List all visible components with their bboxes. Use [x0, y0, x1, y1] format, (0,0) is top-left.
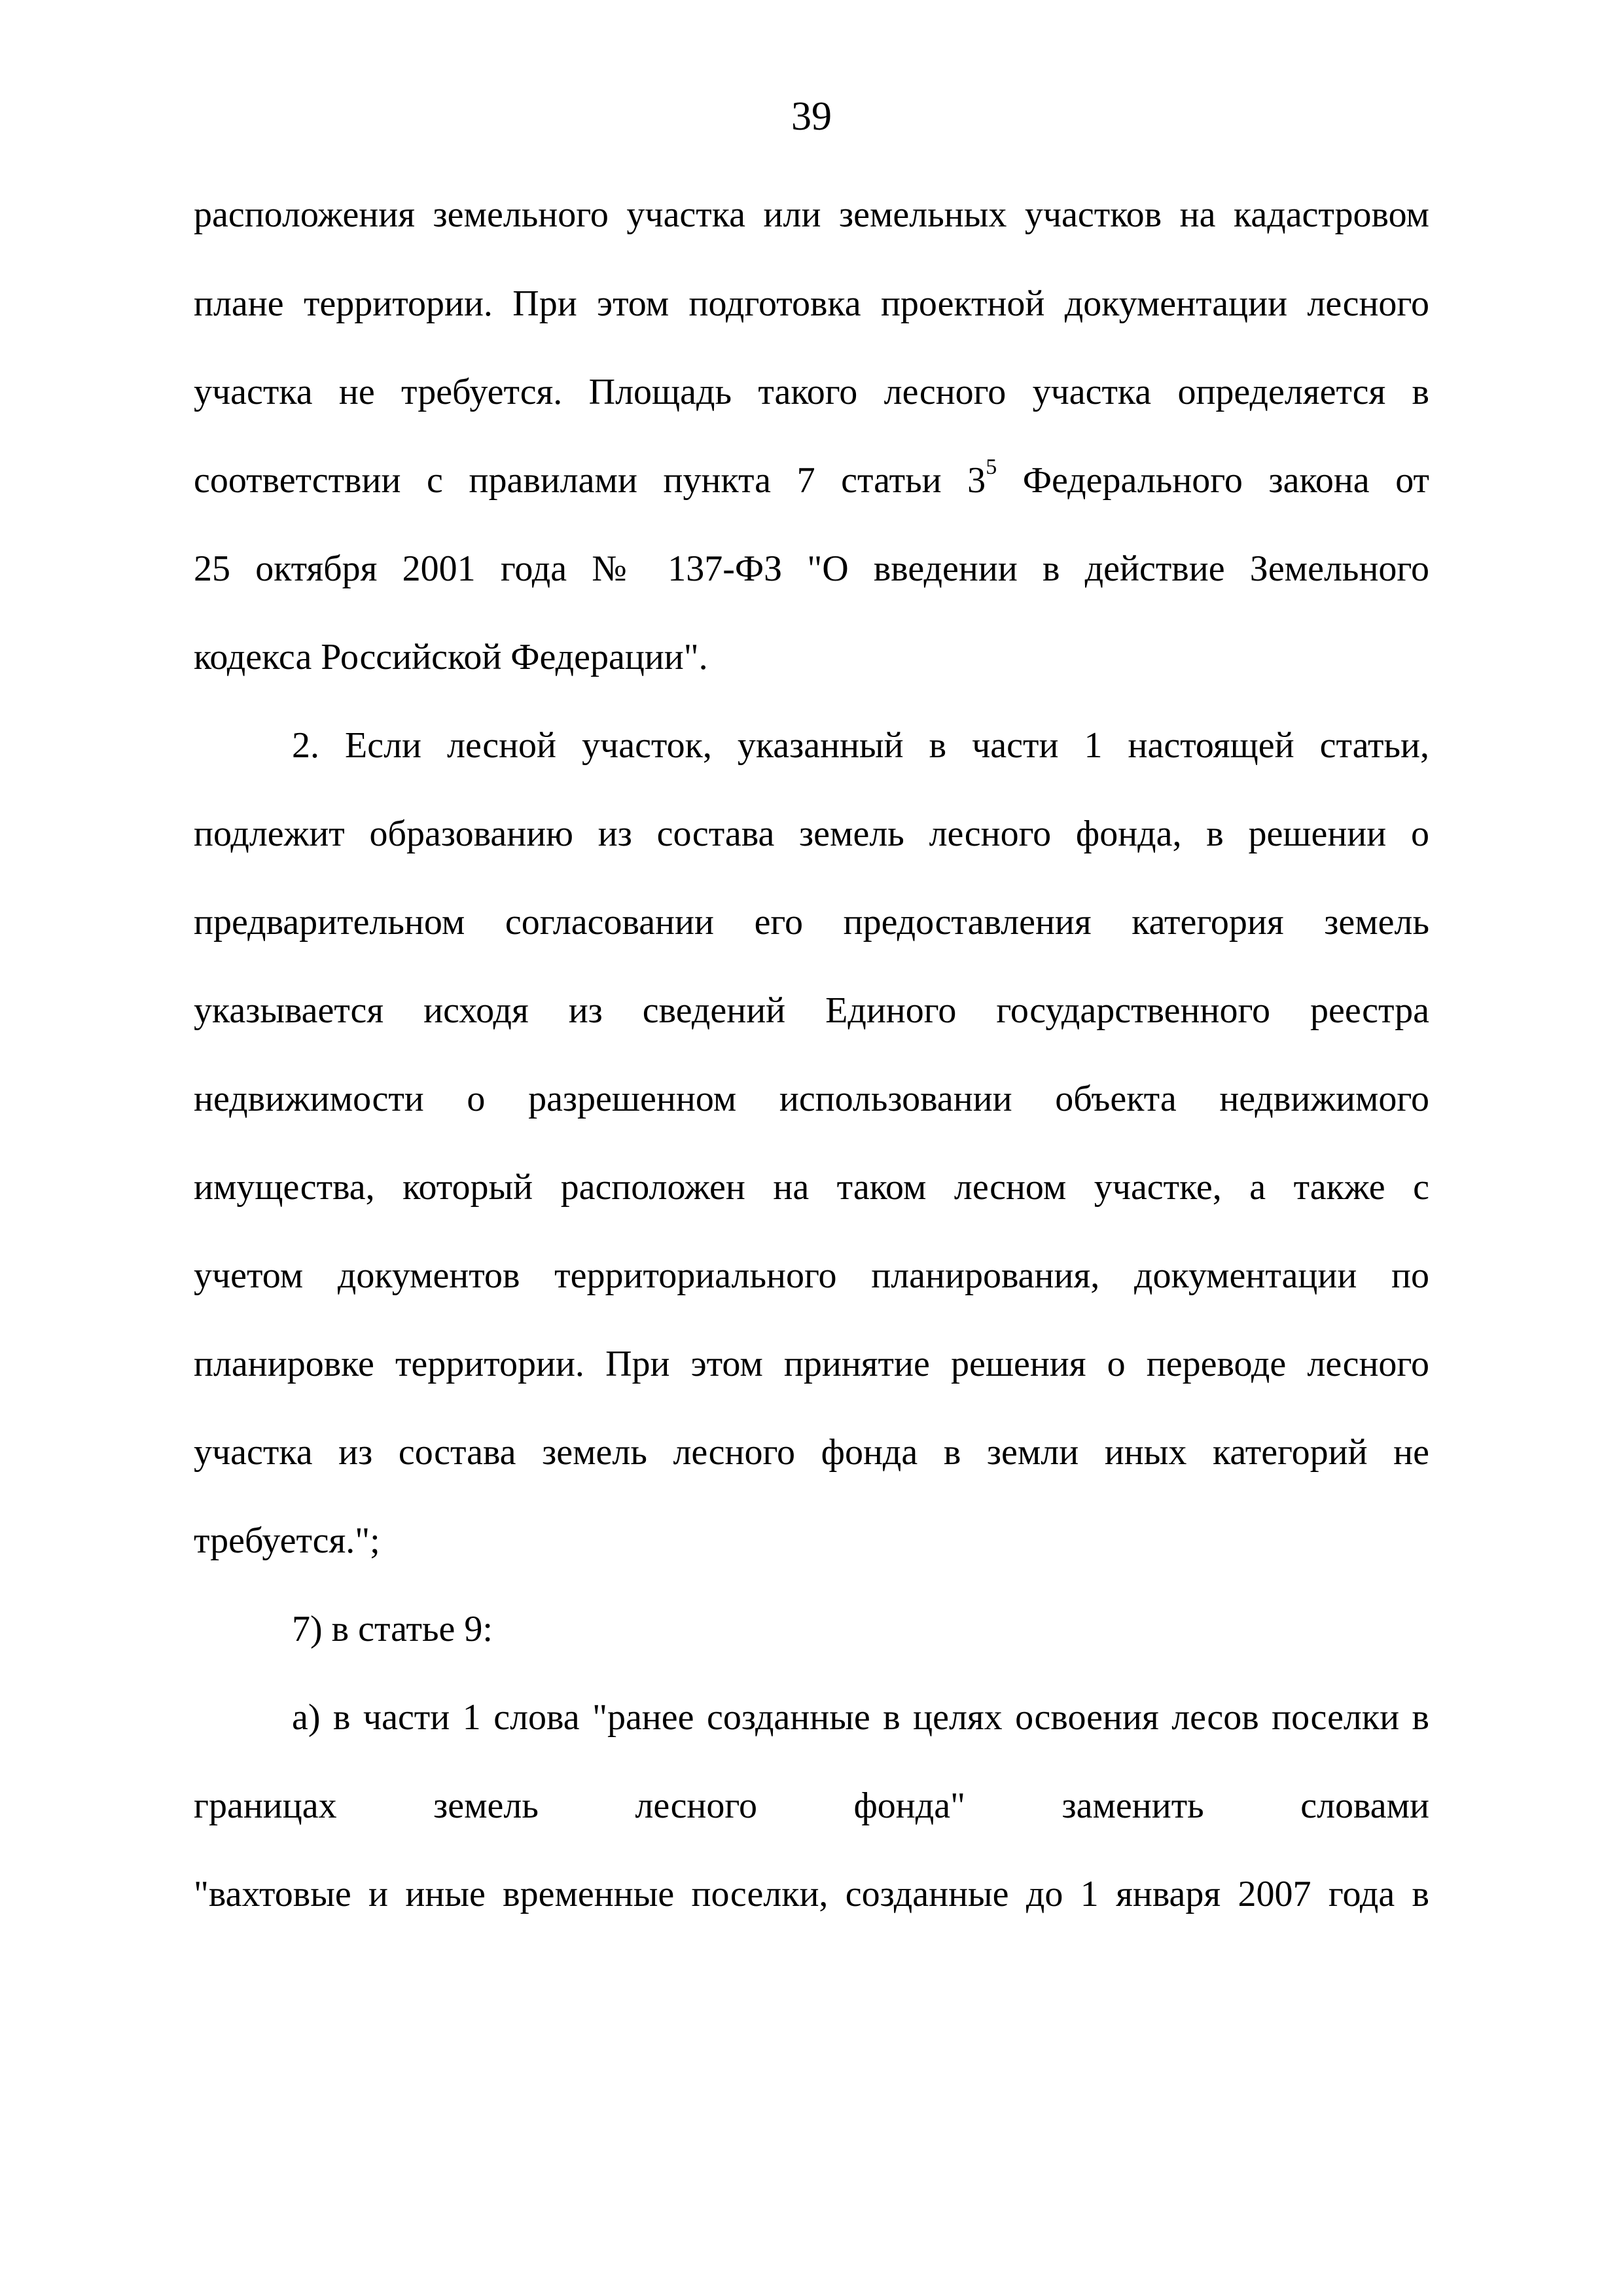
- paragraph-2-line-10: требуется.";: [194, 1520, 380, 1561]
- superscript-5: 5: [986, 455, 997, 480]
- text-line-5: 25 октября 2001 года № 137-ФЗ "О введении в действие Земельного: [194, 548, 1429, 589]
- paragraph-2-line-2: подлежит образованию из состава земель лесного фонда, в решении о: [194, 814, 1429, 854]
- text-line-6: кодекса Российской Федерации".: [194, 637, 708, 677]
- paragraph-2-line-6: имущества, который расположен на таком лесном участке, а также с: [194, 1167, 1429, 1208]
- text-line-4-part-2: Федерального закона от: [1022, 460, 1429, 501]
- subitem-a-line-3: "вахтовые и иные временные поселки, созданные до 1 января 2007 года в: [194, 1874, 1429, 1914]
- item-7-heading: 7) в статье 9:: [292, 1609, 493, 1649]
- subitem-a-line-2: границах земель лесного фонда" заменить словами: [194, 1785, 1429, 1826]
- paragraph-2-line-1: 2. Если лесной участок, указанный в части 1 настоящей статьи,: [292, 725, 1429, 766]
- text-line-1: расположения земельного участка или земельных участков на кадастровом: [194, 194, 1429, 235]
- text-line-3: участка не требуется. Площадь такого лесного участка определяется в: [194, 372, 1429, 412]
- text-line-4: [194, 454, 1429, 507]
- text-line-2: плане территории. При этом подготовка проектной документации лесного: [194, 283, 1429, 324]
- paragraph-2-line-7: учетом документов территориального планирования, документации по: [194, 1255, 1429, 1296]
- text-line-4-part-1: соответствии с правилами пункта 7 статьи 3: [194, 460, 986, 501]
- paragraph-2-line-4: указывается исходя из сведений Единого государственного реестра: [194, 990, 1429, 1031]
- paragraph-2-line-8: планировке территории. При этом принятие решения о переводе лесного: [194, 1344, 1429, 1384]
- page-number: 39: [791, 94, 832, 139]
- paragraph-2-line-5: недвижимости о разрешенном использовании объекта недвижимого: [194, 1079, 1429, 1119]
- paragraph-2-line-9: участка из состава земель лесного фонда в земли иных категорий не: [194, 1432, 1429, 1473]
- paragraph-2-line-3: предварительном согласовании его предоставления категория земель: [194, 902, 1429, 942]
- subitem-a-line-1: а) в части 1 слова "ранее созданные в целях освоения лесов поселки в: [292, 1697, 1429, 1738]
